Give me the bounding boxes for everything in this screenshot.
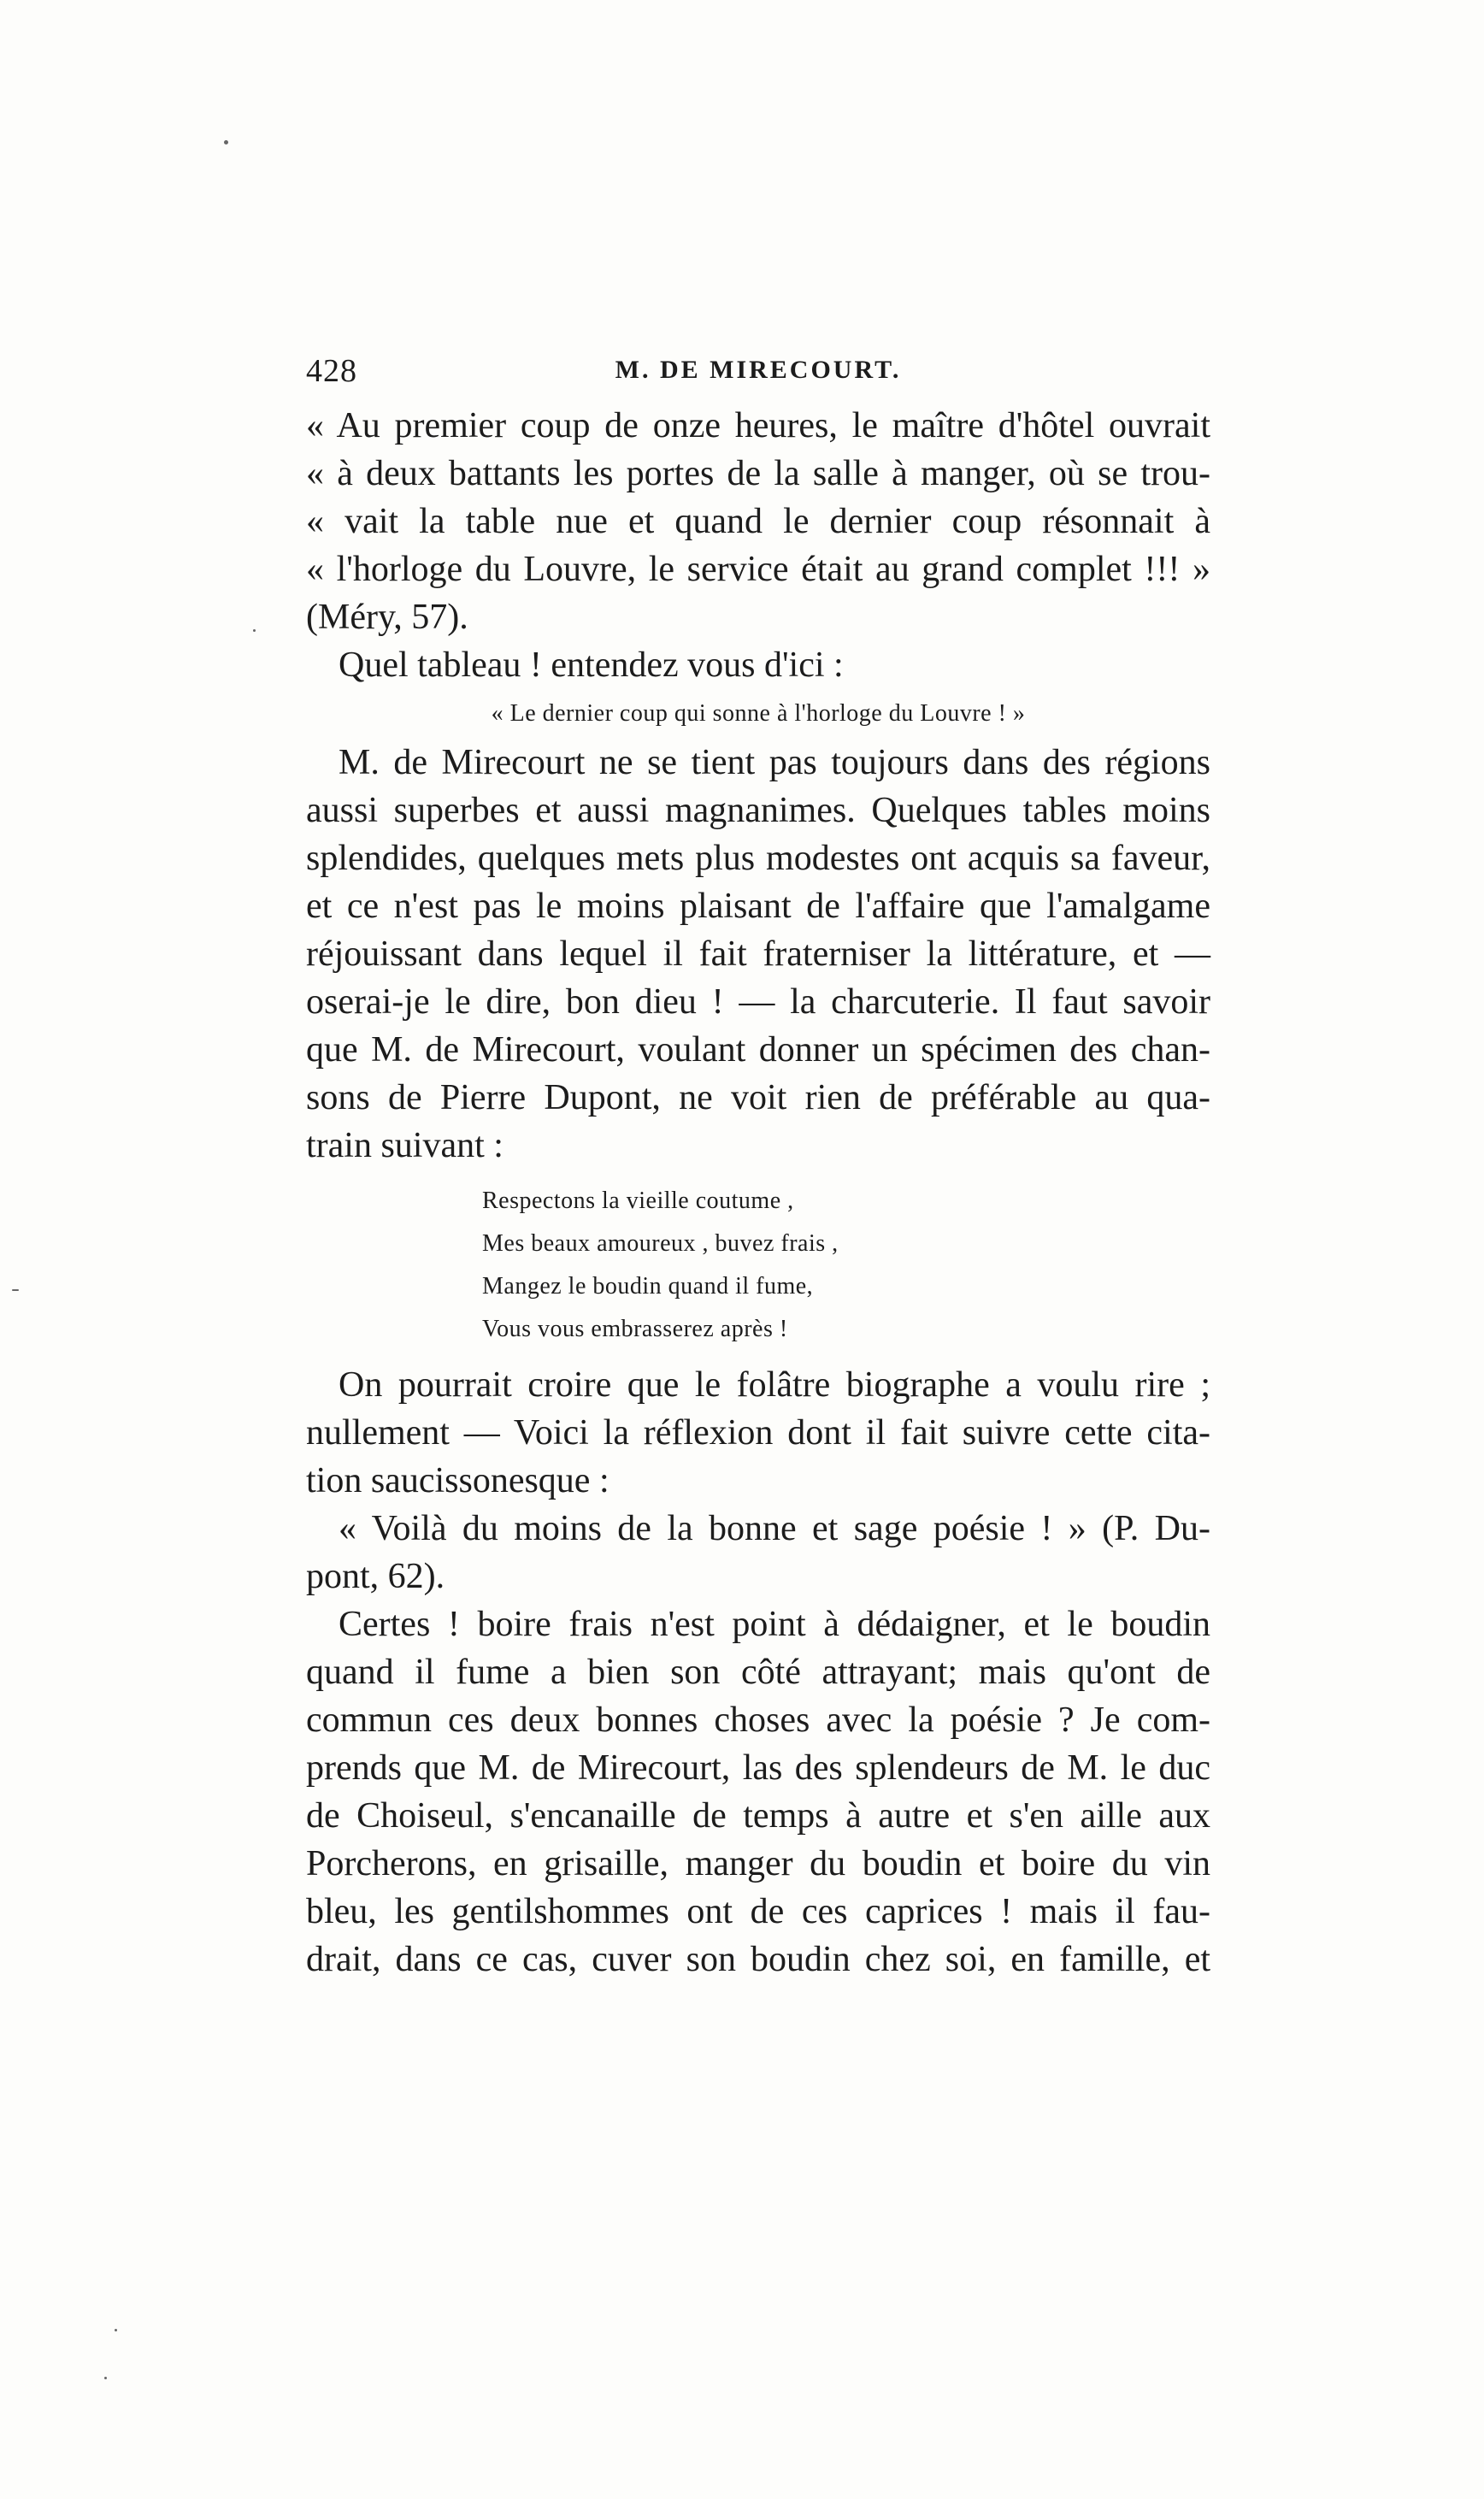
verse-line: Vous vous embrasserez après ! <box>482 1316 788 1342</box>
body-text <box>306 402 1210 1983</box>
verse-line: Respectons la vieille coutume , <box>482 1188 794 1214</box>
text-line: Quel tableau ! entendez vous d'ici : <box>339 645 844 685</box>
centered-quote: « Le dernier coup qui sonne à l'horloge du Louvre ! » <box>491 700 1026 727</box>
running-title: M. DE MIRECOURT. <box>615 356 902 384</box>
text-line: Porcherons, en grisaille, manger du boudin et boire du vin <box>306 1844 1210 1883</box>
text-line: prends que M. de Mirecourt, las des splendeurs de M. le duc <box>306 1748 1210 1788</box>
spacer <box>306 1351 1210 1361</box>
text-line: train suivant : <box>306 1126 504 1165</box>
text-line: « à deux battants les portes de la salle à manger, où se trou- <box>306 454 1210 493</box>
text-line: sons de Pierre Dupont, ne voit rien de préférable au qua- <box>306 1078 1210 1117</box>
text-line: aussi superbes et aussi magnanimes. Quelques tables moins <box>306 791 1210 830</box>
text-line: On pourrait croire que le folâtre biographe a voulu rire ; <box>339 1365 1210 1405</box>
text-line: « Voilà du moins de la bonne et sage poésie ! » (P. Du- <box>339 1509 1210 1548</box>
text-line: pont, 62). <box>306 1557 445 1596</box>
text-line: réjouissant dans lequel il fait fraterniser la littérature, et — <box>306 934 1210 974</box>
text-line: et ce n'est pas le moins plaisant de l'affaire que l'amalgame <box>306 887 1210 926</box>
speck-mark <box>115 2329 117 2331</box>
text-line: de Choiseul, s'encanaille de temps à autre et s'en aille aux <box>306 1796 1210 1836</box>
text-line: nullement — Voici la réflexion dont il fait suivre cette cita- <box>306 1413 1210 1453</box>
text-line: « l'horloge du Louvre, le service était au grand complet !!! » <box>306 550 1210 589</box>
text-line: splendides, quelques mets plus modestes ont acquis sa faveur, <box>306 839 1210 878</box>
text-line: tion saucissonesque : <box>306 1461 610 1500</box>
text-line: oserai-je le dire, bon dieu ! — la charcuterie. Il faut savoir <box>306 982 1210 1022</box>
speck-mark <box>12 1289 19 1291</box>
text-line: « vait la table nue et quand le dernier coup résonnait à <box>306 502 1210 541</box>
text-line: commun ces deux bonnes choses avec la poésie ? Je com- <box>306 1700 1210 1740</box>
text-line: que M. de Mirecourt, voulant donner un spécimen des chan- <box>306 1030 1210 1070</box>
speck-mark <box>253 629 256 632</box>
text-line: quand il fume a bien son côté attrayant; mais qu'ont de <box>306 1653 1210 1692</box>
verse-line: Mangez le boudin quand il fume, <box>482 1273 814 1300</box>
text-line: bleu, les gentilshommes ont de ces caprices ! mais il fau- <box>306 1892 1210 1931</box>
text-line: drait, dans ce cas, cuver son boudin chez soi, en famille, et <box>306 1940 1210 1979</box>
speck-mark <box>104 2377 107 2379</box>
text-line: (Méry, 57). <box>306 598 468 637</box>
text-line: « Au premier coup de onze heures, le maître d'hôtel ouvrait <box>306 406 1210 445</box>
spacer <box>306 1170 1210 1180</box>
speck-mark <box>224 140 228 144</box>
page-header <box>306 352 1210 404</box>
verse-line: Mes beaux amoureux , buvez frais , <box>482 1230 839 1257</box>
text-line: M. de Mirecourt ne se tient pas toujours dans des régions <box>339 743 1210 782</box>
page-number: 428 <box>306 353 357 389</box>
text-line: Certes ! boire frais n'est point à dédaigner, et le boudin <box>339 1605 1210 1644</box>
